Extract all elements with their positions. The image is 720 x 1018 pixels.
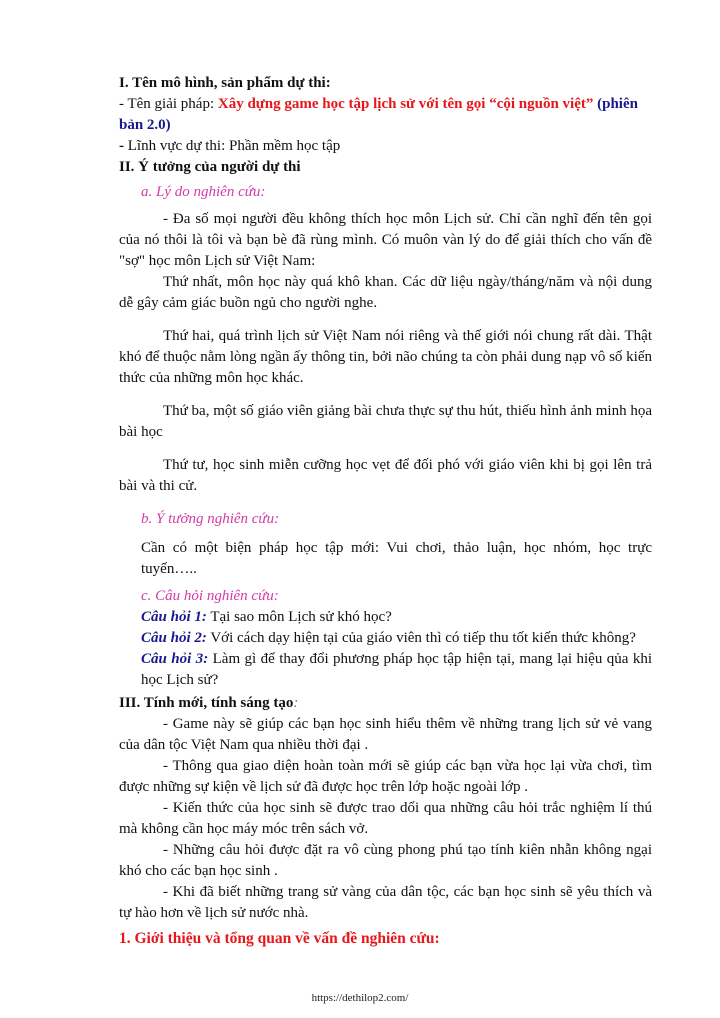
reason-paragraph-4: Thứ ba, một số giáo viên giảng bài chưa thực sự thu hút, thiếu hình ảnh minh họa bài học — [119, 403, 652, 440]
field-dash: - — [119, 138, 128, 154]
document-page — [119, 73, 652, 949]
subsection-b-title: b. Ý tưởng nghiên cứu: — [141, 511, 280, 527]
subsection-a-title: a. Lý do nghiên cứu: — [141, 184, 266, 200]
section-4-heading: 1. Giới thiệu và tổng quan về vấn đề nghiên cứu: — [119, 930, 440, 947]
solution-title: Xây dựng game học tập lịch sử với tên gọi “cội nguồn việt” — [217, 96, 594, 112]
novelty-paragraph-2: - Thông qua giao diện hoàn toàn mới sẽ giúp các bạn vừa học lại vừa chơi, tìm được những sự kiện về lịch sử đã được học trên lớp hoặc ngoài lớp . — [119, 758, 652, 795]
question-3-text: Làm gì để thay đổi phương pháp học tập hiện tại, mang lại hiệu qủa khi học Lịch sử? — [141, 651, 652, 688]
question-1 — [119, 607, 652, 628]
reason-paragraph-2: Thứ nhất, môn học này quá khô khan. Các dữ liệu ngày/tháng/năm và nội dung dễ gây cảm giác buồn ngủ cho người nghe. — [119, 274, 652, 311]
novelty-paragraph-1: - Game này sẽ giúp các bạn học sinh hiểu thêm về những trang lịch sử vẻ vang của dân tộc Việt Nam qua nhiều thời đại . — [119, 716, 652, 753]
novelty-paragraph-4: - Những câu hỏi được đặt ra vô cùng phong phú tạo tính kiên nhẫn không ngại khó cho các bạn học sinh . — [119, 842, 652, 879]
question-2-text: Với cách dạy hiện tại của giáo viên thì có tiếp thu tốt kiến thức không? — [206, 630, 636, 646]
question-1-label: Câu hỏi 1: — [141, 609, 207, 625]
section-3-heading — [119, 693, 652, 714]
question-3-label: Câu hỏi 3: — [141, 651, 209, 667]
question-2-label: Câu hỏi 2: — [141, 630, 207, 646]
question-3 — [119, 649, 652, 691]
reason-paragraph-5: Thứ tư, học sinh miễn cưỡng học vẹt để đối phó với giáo viên khi bị gọi lên trả bài và thi cử. — [119, 457, 652, 494]
reason-paragraph-3: Thứ hai, quá trình lịch sử Việt Nam nói riêng và thế giới nói chung rất dài. Thật khó để thuộc nằm lòng ngần ấy thông tin, bởi não chúng ta còn phải dung nạp vô số kiến thức của những môn học khác. — [119, 328, 652, 386]
reason-paragraph-1: - Đa số mọi người đều không thích học môn Lịch sử. Chỉ cần nghĩ đến tên gọi của nó thôi là tôi và bạn bè đã rùng mình. Có muôn vàn lý do để giải thích cho vấn đề "sợ" học môn Lịch sử Việt Nam: — [119, 211, 652, 269]
footer-url[interactable]: https://dethilop2.com/ — [311, 992, 409, 1004]
solution-label: - Tên giải pháp: — [119, 96, 218, 112]
section-3-heading-colon: : — [293, 695, 299, 711]
novelty-paragraph-5: - Khi đã biết những trang sử vàng của dân tộc, các bạn học sinh sẽ yêu thích và tự hào hơn về lịch sử nước nhà. — [119, 884, 652, 921]
idea-paragraph: Cần có một biện pháp học tập mới: Vui chơi, thảo luận, học nhóm, học trực tuyến….. — [141, 540, 652, 577]
novelty-paragraph-3: - Kiến thức của học sinh sẽ được trao dổi qua những câu hỏi trắc nghiệm lí thú mà không cần học máy móc trên sách vở. — [119, 800, 652, 837]
question-1-text: Tại sao môn Lịch sử khó học? — [206, 609, 392, 625]
field-line — [119, 136, 652, 157]
section-1-heading: I. Tên mô hình, sản phẩm dự thi: — [119, 75, 331, 91]
solution-line — [119, 94, 652, 136]
solution-version: (phiên bản 2.0) — [119, 96, 638, 133]
subsection-c-title: c. Câu hỏi nghiên cứu: — [141, 588, 279, 604]
question-2 — [119, 628, 652, 649]
section-2-heading: II. Ý tưởng của người dự thi — [119, 159, 301, 175]
field-text: Lĩnh vực dự thi: Phần mềm học tập — [127, 138, 341, 154]
section-3-heading-text: III. Tính mới, tính sáng tạo — [119, 695, 294, 711]
